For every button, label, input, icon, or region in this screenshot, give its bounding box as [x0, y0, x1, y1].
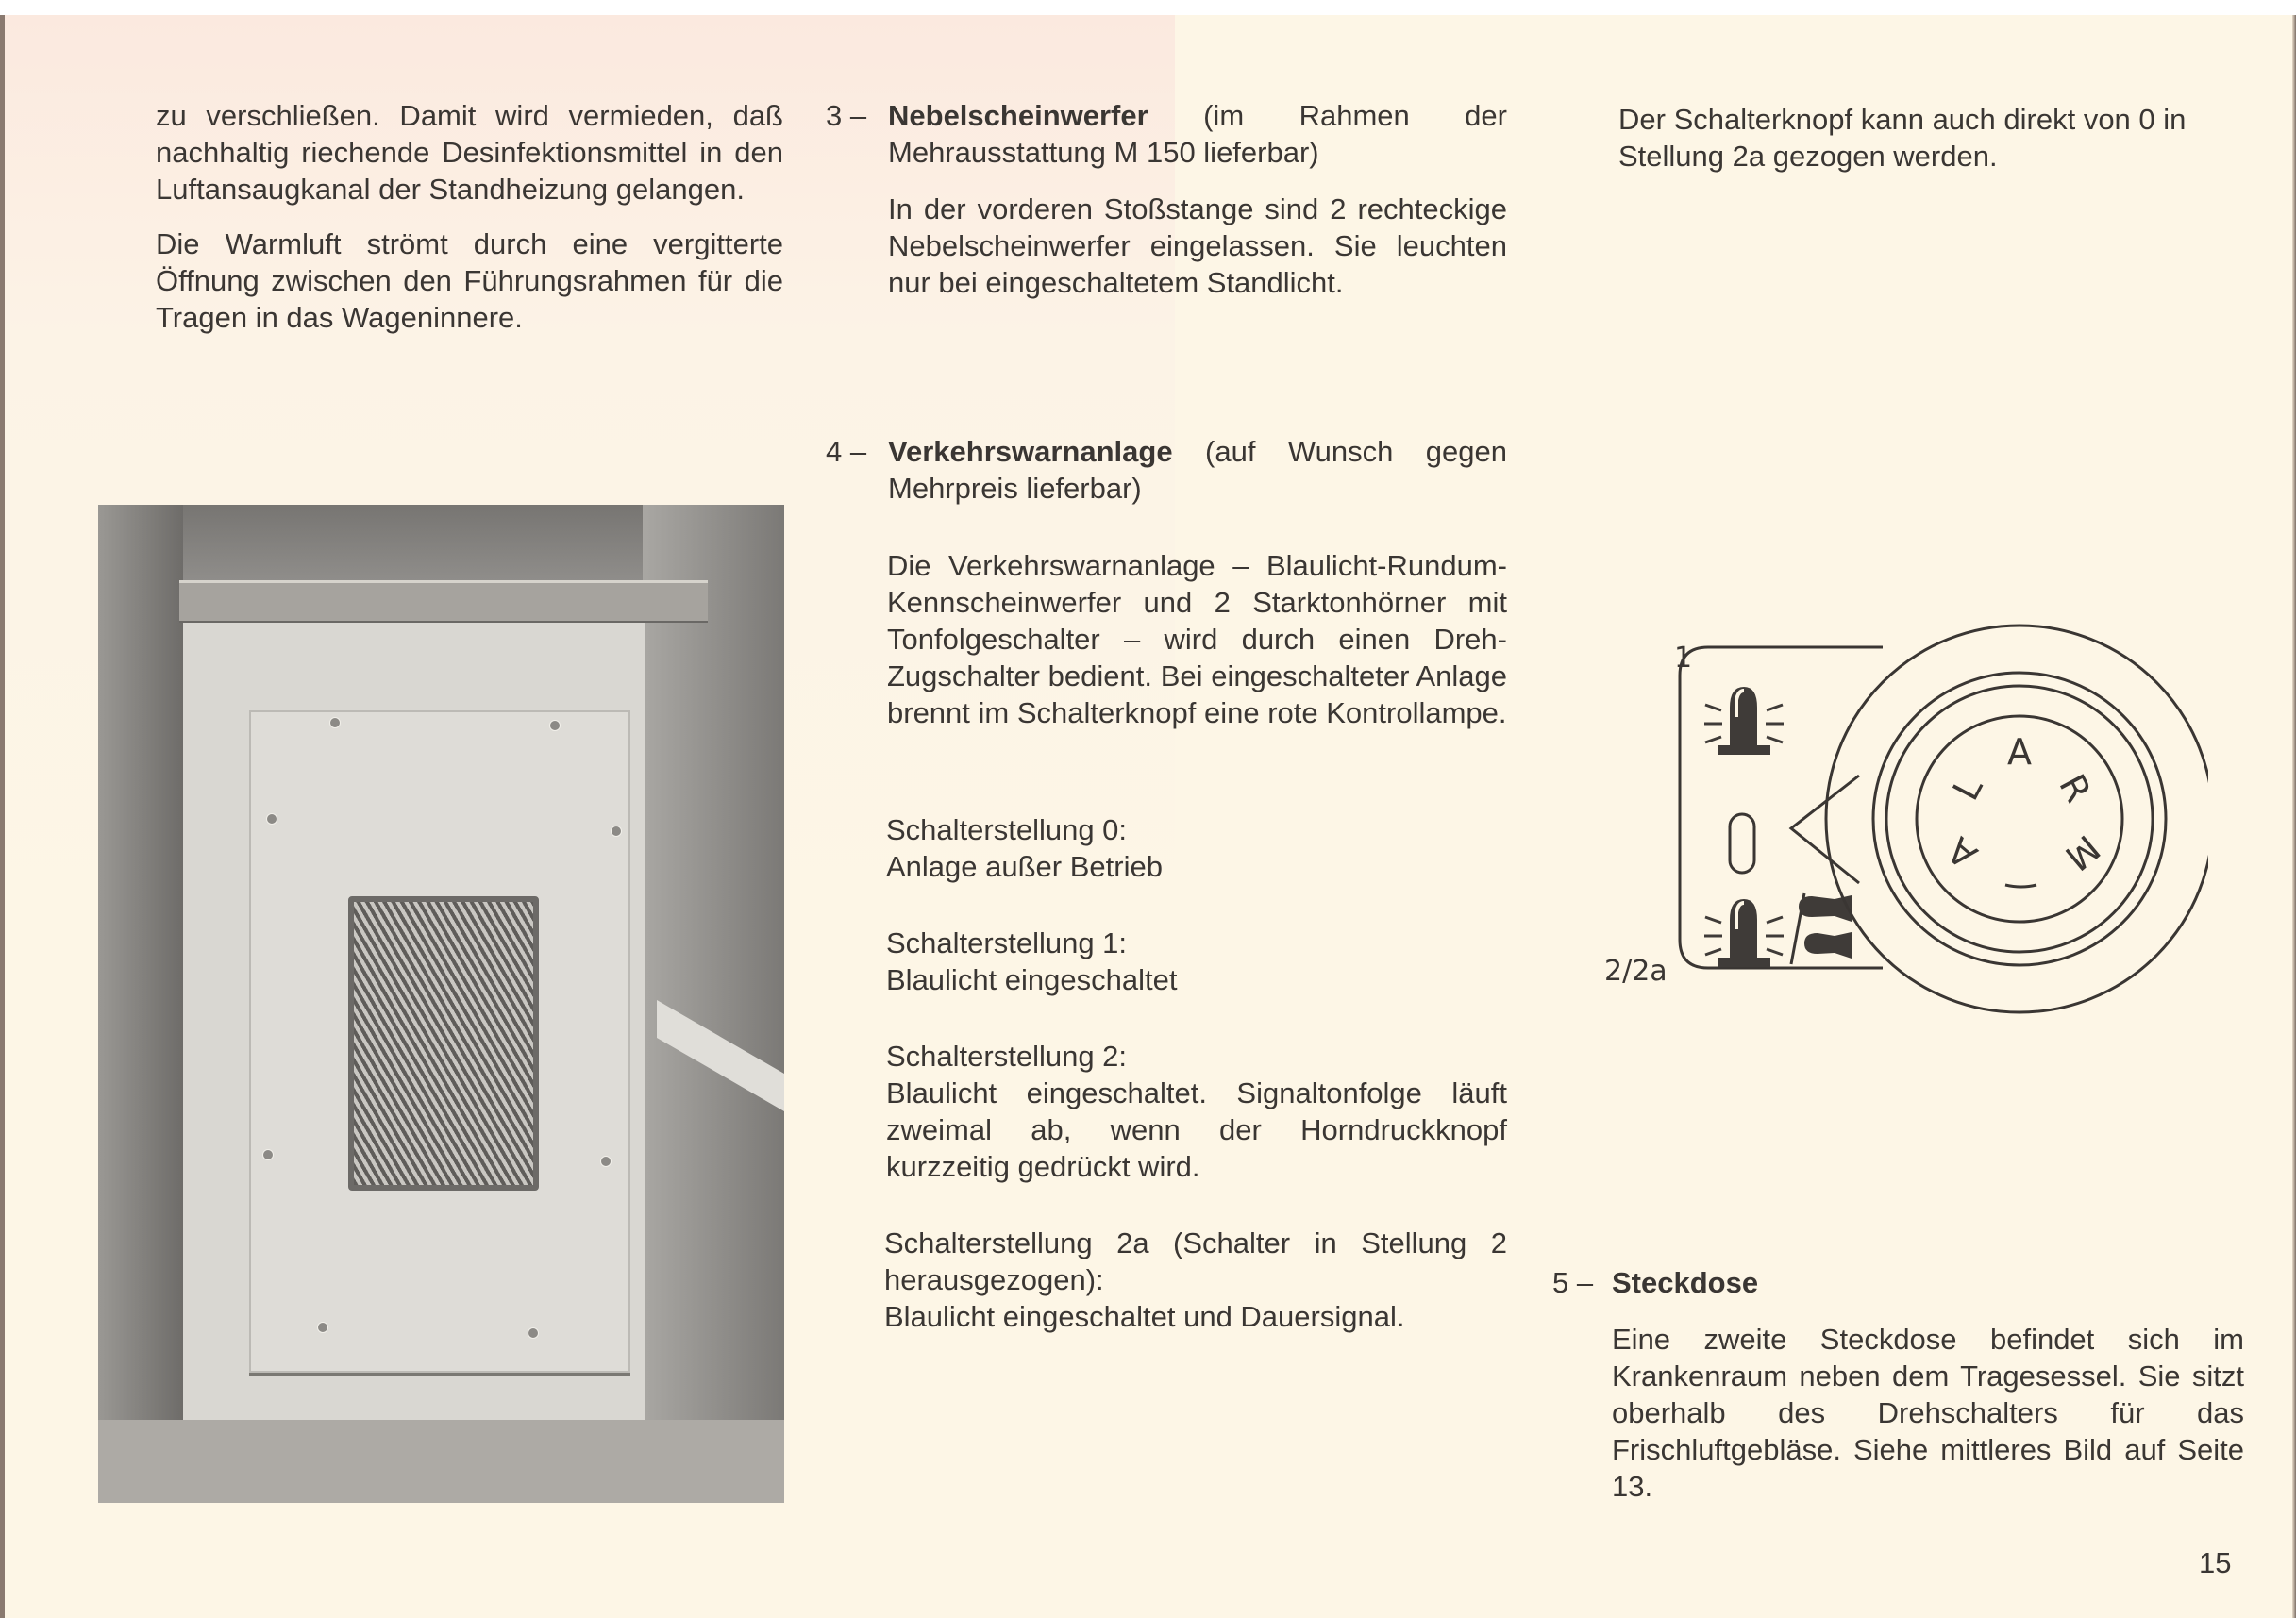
zero-position-marker: [1730, 814, 1754, 873]
position-label: Schalterstellung 2a (Schalter in Stellung 2 herausgezogen):: [884, 1226, 1507, 1296]
page-right-edge: [2292, 15, 2296, 1618]
horns-icon: [1799, 895, 1852, 959]
item-number: 3 –: [826, 99, 867, 132]
item-3-body: In der vorderen Stoßstange sind 2 rechteckige Nebelscheinwerfer eingelassen. Sie leuchten nur bei eingeschaltetem Standlicht.: [888, 192, 1507, 299]
cabinet-photo: [98, 505, 784, 1503]
label-position-2-2a: 2/2a: [1604, 955, 1668, 988]
left-column-text: [156, 97, 783, 336]
svg-text:A: A: [1939, 828, 1986, 876]
switch-position-1: [886, 925, 1507, 998]
beacon-light-icon: [1704, 687, 1784, 755]
page-left-edge: [0, 15, 5, 1618]
position-text: Blaulicht eingeschaltet. Signaltonfolge läuft zweimal ab, wenn der Horndruckknopf kurzzeitig gedrückt wird.: [886, 1076, 1507, 1183]
item-title: Steckdose: [1612, 1266, 1759, 1299]
position-text: Blaulicht eingeschaltet: [886, 963, 1178, 996]
warm-air-grille: [348, 896, 539, 1191]
paragraph: zu verschließen. Damit wird vermieden, daß nachhaltig riechende Desinfektionsmittel in den Luftansaugkanal der Standheizung gelangen.: [156, 99, 783, 206]
item-5-body: Eine zweite Steckdose befindet sich im Krankenraum neben dem Tragesessel. Sie sitzt oberhalb des Drehschalters für das Frischluftgebläse. Siehe mittleres Bild auf Seite 13.: [1612, 1323, 2244, 1503]
switch-note: Der Schalterknopf kann auch direkt von 0 in Stellung 2a gezogen werden.: [1618, 103, 2187, 173]
item-number: 4 –: [826, 435, 867, 468]
position-text: Anlage außer Betrieb: [886, 850, 1163, 883]
switch-position-2a: [884, 1225, 1507, 1335]
svg-text:M: M: [2056, 826, 2108, 879]
position-text: Blaulicht eingeschaltet und Dauersignal.: [884, 1300, 1405, 1333]
item-subtitle: (im Rahmen der Mehrausstattung M 150 lieferbar): [888, 99, 1507, 169]
alarm-switch-diagram: [1604, 613, 2208, 1019]
page-number: 15: [2199, 1546, 2232, 1579]
svg-text:L: L: [1944, 769, 1991, 808]
position-label: Schalterstellung 1:: [886, 926, 1128, 959]
item-4-heading: [826, 433, 1507, 507]
paragraph: Die Warmluft strömt durch eine vergitterte Öffnung zwischen den Führungsrahmen für die Tragen in das Wageninnere.: [156, 227, 783, 334]
svg-text:A: A: [2007, 731, 2032, 773]
beacon-light-icon: [1704, 899, 1784, 967]
item-subtitle: (auf Wunsch gegen Mehrpreis lieferbar): [888, 435, 1507, 505]
item-4-body: Die Verkehrswarnanlage – Blaulicht-Rundum-Kennscheinwerfer und 2 Starktonhörner mit Tonfolgeschalter – wird durch einen Dreh-Zugschalter bedient. Bei eingeschalteter Anlage brennt im Schalterknopf eine rote Kontrollampe.: [887, 549, 1507, 729]
position-label: Schalterstellung 0:: [886, 813, 1128, 846]
item-title: Verkehrswarnanlage: [888, 435, 1173, 468]
stretcher-guide-rail: [179, 580, 708, 623]
svg-text:R: R: [2051, 767, 2100, 809]
label-position-1: 1: [1674, 642, 1693, 675]
item-number: 5 –: [1552, 1266, 1594, 1299]
item-5-heading: [1552, 1264, 2251, 1301]
position-label: Schalterstellung 2:: [886, 1040, 1128, 1073]
item-title: Nebelscheinwerfer: [888, 99, 1148, 132]
switch-position-0: [886, 811, 1507, 885]
switch-position-2: [886, 1038, 1507, 1185]
scan-top-margin: [0, 0, 2296, 15]
item-3-heading: [826, 97, 1507, 171]
alarm-knob-label: [1939, 731, 2107, 878]
